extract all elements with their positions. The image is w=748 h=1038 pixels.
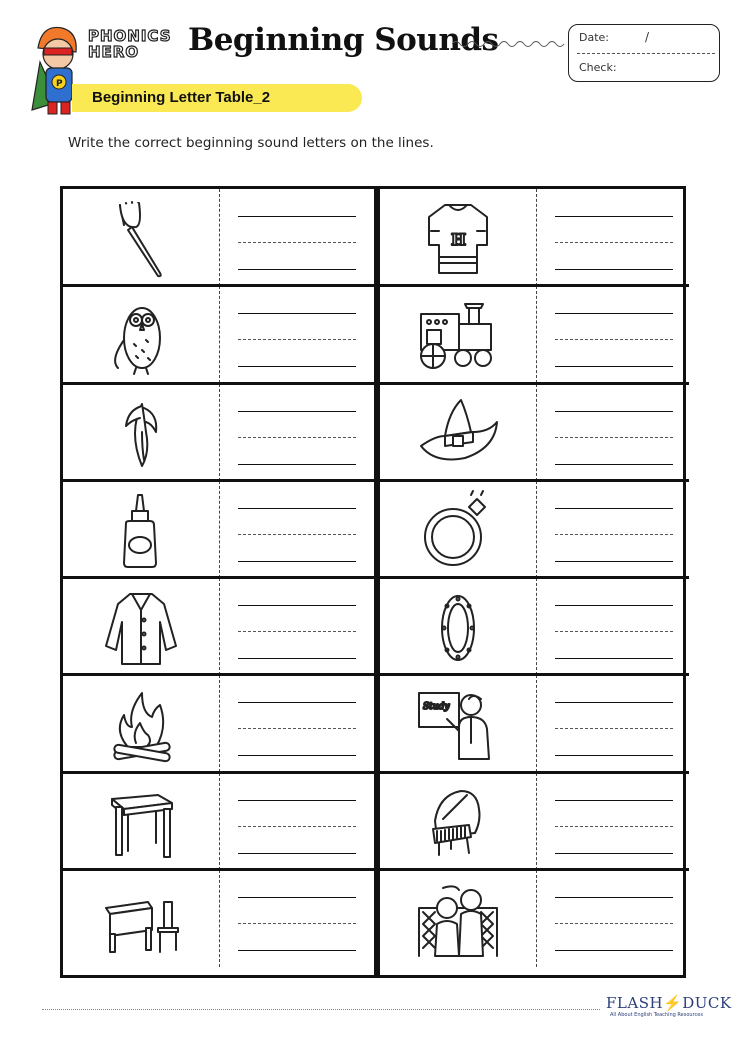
worksheet-cell	[380, 870, 688, 967]
writing-lines[interactable]	[238, 773, 356, 870]
writing-lines[interactable]	[238, 481, 356, 578]
row-separator	[63, 284, 689, 287]
glue-icon	[98, 489, 184, 571]
date-label: Date:	[579, 31, 609, 44]
piano-icon	[415, 781, 501, 863]
worksheet-cell	[63, 481, 371, 578]
logo-part-1: FLASH	[606, 994, 664, 1012]
children-icon	[415, 878, 501, 960]
banana-icon	[98, 392, 184, 474]
row-separator	[63, 479, 689, 482]
writing-lines[interactable]	[555, 870, 673, 967]
cell-divider	[536, 675, 537, 772]
row-separator	[63, 576, 689, 579]
left-column	[63, 189, 371, 975]
brand-line-1: PHONICS	[88, 27, 172, 45]
desk-icon	[98, 878, 184, 960]
cell-divider	[536, 870, 537, 967]
cell-divider	[219, 481, 220, 578]
writing-lines[interactable]	[238, 384, 356, 481]
fire-icon	[98, 683, 184, 765]
jersey-icon	[415, 197, 501, 279]
worksheet-cell	[63, 286, 371, 383]
worksheet-cell	[380, 773, 688, 870]
worksheet-cell	[63, 773, 371, 870]
worksheet-cell	[63, 189, 371, 286]
cell-divider	[219, 189, 220, 286]
row-separator	[63, 673, 689, 676]
writing-lines[interactable]	[555, 286, 673, 383]
ring-icon	[415, 489, 501, 571]
owl-icon	[98, 294, 184, 376]
date-divider	[577, 53, 715, 54]
footer-tagline: All About English Teaching Resources	[610, 1012, 703, 1018]
worksheet-cell	[380, 481, 688, 578]
row-separator	[63, 382, 689, 385]
page-title: Beginning Sounds	[188, 22, 499, 58]
writing-lines[interactable]	[555, 578, 673, 675]
right-column	[380, 189, 688, 975]
worksheet-table	[60, 186, 686, 978]
date-check-box	[568, 24, 720, 82]
cell-divider	[536, 578, 537, 675]
worksheet-cell	[63, 578, 371, 675]
writing-lines[interactable]	[555, 384, 673, 481]
worksheet-cell	[380, 578, 688, 675]
cell-divider	[536, 384, 537, 481]
teacher-icon	[415, 683, 501, 765]
writing-lines[interactable]	[238, 870, 356, 967]
cell-divider	[536, 481, 537, 578]
worksheet-cell	[63, 675, 371, 772]
cell-divider	[219, 870, 220, 967]
squiggle-divider-icon	[452, 38, 568, 50]
writing-lines[interactable]	[238, 189, 356, 286]
row-separator	[63, 771, 689, 774]
cell-divider	[536, 773, 537, 870]
writing-lines[interactable]	[555, 773, 673, 870]
writing-lines[interactable]	[555, 481, 673, 578]
row-separator	[63, 868, 689, 871]
brand-line-2: HERO	[88, 43, 140, 61]
cell-divider	[219, 578, 220, 675]
phonics-hero-logo	[88, 28, 180, 68]
train-icon	[415, 294, 501, 376]
logo-part-2: DUCK	[682, 994, 732, 1012]
cell-divider	[219, 286, 220, 383]
subtitle: Beginning Letter Table_2	[92, 89, 271, 106]
hat-icon	[415, 392, 501, 474]
cell-divider	[536, 286, 537, 383]
writing-lines[interactable]	[238, 286, 356, 383]
svg-text:H: H	[451, 229, 467, 249]
flashduck-logo	[606, 994, 732, 1012]
worksheet-cell	[380, 286, 688, 383]
fork-icon	[98, 197, 184, 279]
footer-divider	[42, 1009, 600, 1010]
worksheet-cell	[380, 384, 688, 481]
cell-divider	[536, 189, 537, 286]
writing-lines[interactable]	[555, 189, 673, 286]
board-text: Study	[423, 701, 450, 712]
table-icon	[98, 781, 184, 863]
check-label: Check:	[579, 61, 617, 74]
writing-lines[interactable]	[238, 675, 356, 772]
cell-divider	[219, 773, 220, 870]
coat-icon	[98, 586, 184, 668]
instruction-text: Write the correct beginning sound letters on the lines.	[68, 135, 434, 151]
writing-lines[interactable]	[555, 675, 673, 772]
cell-divider	[219, 675, 220, 772]
worksheet-cell	[380, 675, 688, 772]
lightning-bolt-icon: ⚡	[663, 994, 683, 1012]
writing-lines[interactable]	[238, 578, 356, 675]
worksheet-cell	[63, 384, 371, 481]
oval-icon	[415, 586, 501, 668]
worksheet-cell	[63, 870, 371, 967]
worksheet-cell	[380, 189, 688, 286]
cell-divider	[219, 384, 220, 481]
svg-text:P: P	[56, 79, 63, 89]
date-separator: /	[645, 30, 650, 44]
